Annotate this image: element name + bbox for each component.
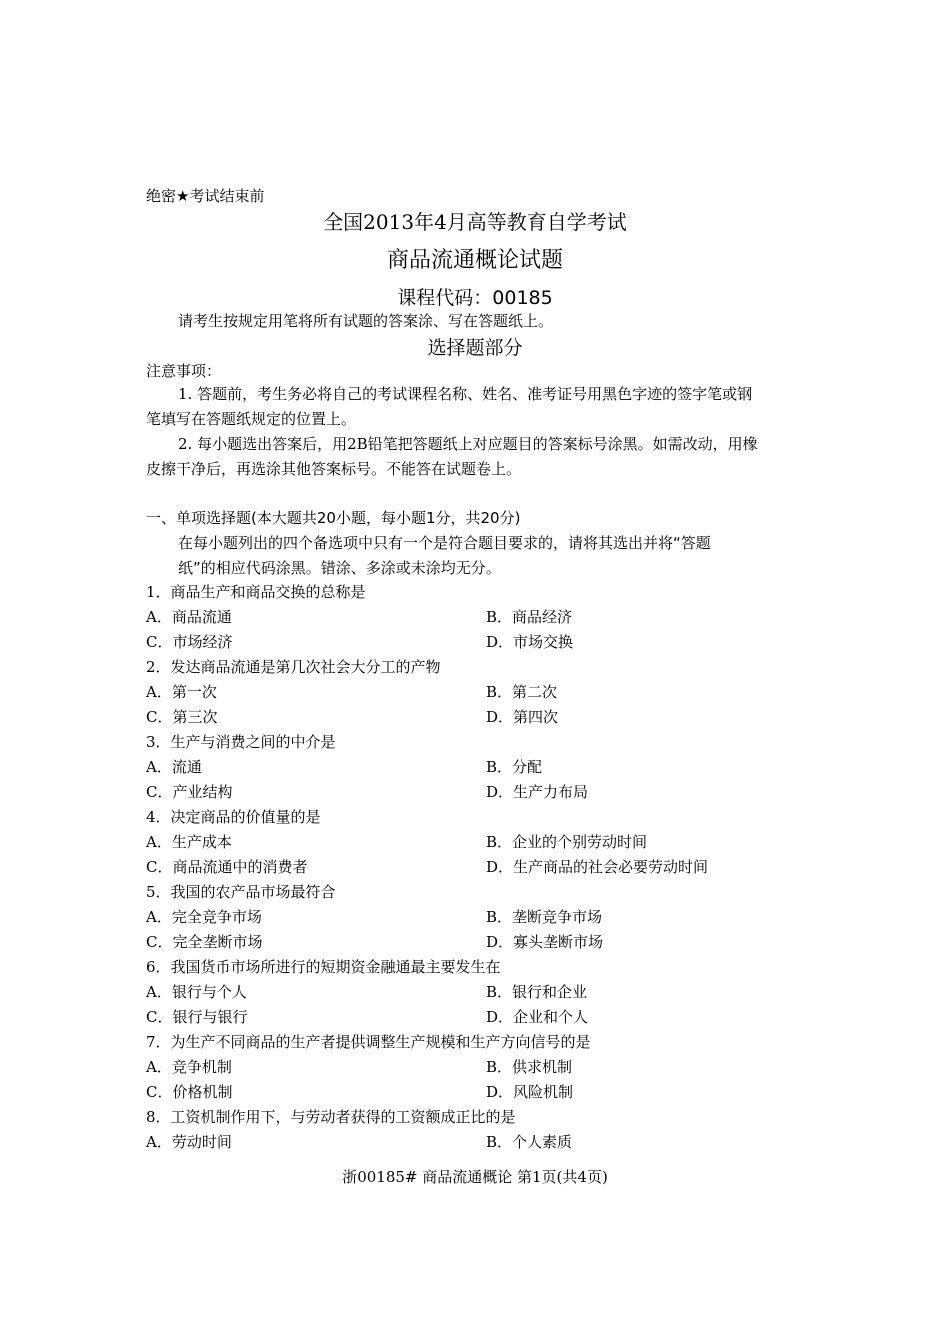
option-a: A．流通: [146, 758, 202, 776]
option-a: A．生产成本: [146, 833, 232, 851]
option-c: C．商品流通中的消费者: [146, 858, 308, 876]
option-row: [146, 707, 806, 727]
option-d: D．市场交换: [486, 633, 574, 651]
option-d: D．第四次: [486, 708, 559, 726]
option-d: D．企业和个人: [486, 1008, 589, 1026]
option-a: A．商品流通: [146, 608, 232, 626]
confidential-label: 绝密★考试结束前: [146, 187, 265, 205]
option-c: C．银行与银行: [146, 1008, 248, 1026]
option-a: A．银行与个人: [146, 983, 247, 1001]
question-stem: 2．发达商品流通是第几次社会大分工的产物: [146, 658, 441, 676]
question-stem: 3．生产与消费之间的中介是: [146, 733, 336, 751]
option-row: [146, 907, 806, 927]
option-row: [146, 607, 806, 627]
question-stem: 1．商品生产和商品交换的总称是: [146, 583, 366, 601]
option-d: D．生产力布局: [486, 783, 589, 801]
option-b: B．个人素质: [486, 1133, 573, 1151]
option-row: [146, 757, 806, 777]
option-d: D．寡头垄断市场: [486, 933, 604, 951]
option-a: A．竞争机制: [146, 1058, 232, 1076]
option-b: B．第二次: [486, 683, 558, 701]
option-c: C．市场经济: [146, 633, 233, 651]
question-stem: 8．工资机制作用下，与劳动者获得的工资额成正比的是: [146, 1108, 516, 1126]
option-d: D．风险机制: [486, 1083, 574, 1101]
option-row: [146, 1132, 806, 1152]
subject-title: 商品流通概论试题: [386, 248, 563, 273]
question-stem: 4．决定商品的价值量的是: [146, 808, 321, 826]
note-1-line-1: 1. 答题前，考生务必将自己的考试课程名称、姓名、准考证号用黑色字迹的签字笔或钢: [178, 385, 753, 403]
option-row: [146, 832, 806, 852]
option-c: C．完全垄断市场: [146, 933, 263, 951]
option-b: B．企业的个别劳动时间: [486, 833, 648, 851]
exam-title: 全国2013年4月高等教育自学考试: [323, 210, 627, 234]
option-c: C．产业结构: [146, 783, 233, 801]
option-row: [146, 632, 806, 652]
section-desc-line-1: 在每小题列出的四个备选项中只有一个是符合题目要求的，请将其选出并将“答题: [178, 534, 711, 552]
option-a: A．第一次: [146, 683, 217, 701]
option-a: A．完全竞争市场: [146, 908, 262, 926]
option-c: C．价格机制: [146, 1083, 233, 1101]
option-b: B．分配: [486, 758, 543, 776]
note-2-line-2: 皮擦干净后，再选涂其他答案标号。不能答在试题卷上。: [146, 460, 522, 478]
option-d: D．生产商品的社会必要劳动时间: [486, 858, 709, 876]
option-row: [146, 982, 806, 1002]
question-stem: 7．为生产不同商品的生产者提供调整生产规模和生产方向信号的是: [146, 1033, 591, 1051]
section-title: 一、单项选择题(本大题共20小题，每小题1分，共20分): [146, 509, 521, 527]
note-2-line-1: 2. 每小题选出答案后，用2B铅笔把答题纸上对应题目的答案标号涂黑。如需改动，用橡: [178, 435, 758, 453]
part-title: 选择题部分: [427, 337, 523, 359]
option-row: [146, 782, 806, 802]
note-1-line-2: 笔填写在答题纸规定的位置上。: [146, 410, 357, 428]
answer-instruction: 请考生按规定用笔将所有试题的答案涂、写在答题纸上。: [178, 312, 554, 330]
option-row: [146, 857, 806, 877]
section-desc-line-2: 纸”的相应代码涂黑。错涂、多涂或未涂均无分。: [178, 559, 501, 577]
option-row: [146, 1082, 806, 1102]
option-b: B．银行和企业: [486, 983, 588, 1001]
option-c: C．第三次: [146, 708, 218, 726]
notes-title: 注意事项：: [146, 362, 222, 380]
question-stem: 6．我国货币市场所进行的短期资金融通最主要发生在: [146, 958, 501, 976]
option-row: [146, 682, 806, 702]
option-row: [146, 932, 806, 952]
question-stem: 5．我国的农产品市场最符合: [146, 883, 336, 901]
option-b: B．垄断竞争市场: [486, 908, 603, 926]
course-code: 课程代码：00185: [397, 287, 553, 309]
option-row: [146, 1007, 806, 1027]
page-footer: 浙00185# 商品流通概论 第1页(共4页): [342, 1168, 608, 1186]
option-a: A．劳动时间: [146, 1133, 232, 1151]
option-row: [146, 1057, 806, 1077]
option-b: B．商品经济: [486, 608, 573, 626]
option-b: B．供求机制: [486, 1058, 573, 1076]
